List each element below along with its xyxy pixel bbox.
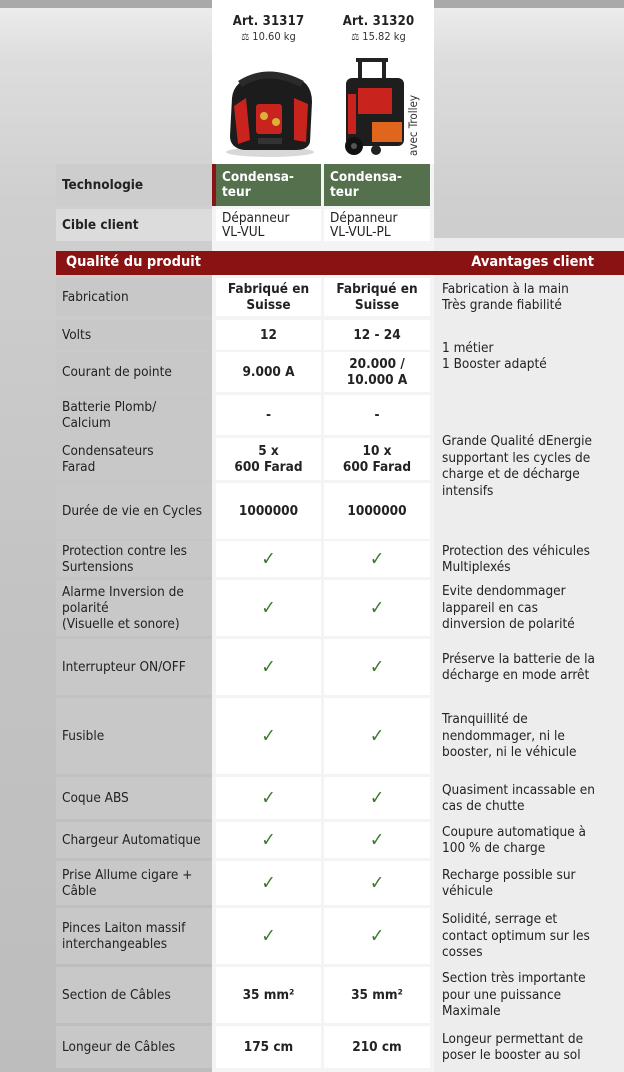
row-label: Courant de pointe — [62, 364, 172, 380]
checkmark-icon: ✓ — [261, 725, 276, 747]
value-b: Dépanneur VL-VUL-PL — [330, 210, 398, 240]
value-a: 175 cm — [243, 1039, 294, 1055]
checkmark-icon: ✓ — [261, 872, 276, 894]
quality-header: Qualité du produit — [66, 254, 201, 270]
row-label: Section de Câbles — [62, 987, 171, 1003]
value-a: 9.000 A — [242, 364, 295, 380]
checkmark-icon: ✓ — [369, 872, 385, 894]
value-a: Fabriqué en Suisse — [227, 281, 310, 313]
checkmark-icon: ✓ — [261, 787, 276, 809]
value-a: - — [265, 407, 272, 423]
value-b: Condensa- teur — [330, 169, 402, 200]
advantage-text: Préserve la batterie de la décharge en mode arrêt — [434, 639, 624, 695]
value-a: 1000000 — [238, 503, 299, 519]
checkmark-icon: ✓ — [261, 597, 276, 619]
advantage-text: Quasiment incassable en cas de chutte — [434, 777, 624, 819]
product-weight — [326, 30, 431, 43]
advantage-text: Grande Qualité dEnergie supportant les cycles de charge et de décharge intensifs — [434, 395, 624, 537]
row-label: Condensateurs Farad — [62, 443, 154, 475]
trolley-caption-text: avec Trolley — [406, 95, 420, 156]
value-a: Dépanneur VL-VUL — [222, 210, 290, 240]
row-label: Pinces Laiton massif interchangeables — [62, 920, 186, 952]
value-b: 35 mm² — [351, 987, 403, 1003]
product-weight — [216, 30, 321, 43]
trolley-caption — [406, 74, 426, 154]
advantage-text: Section très importante pour une puissance Maximale — [434, 967, 624, 1023]
row-label: Prise Allume cigare + Câble — [62, 867, 193, 899]
advantage-text: Tranquillité de nendommager, ni le booster, ni le véhicule — [434, 698, 624, 774]
advantage-text: Fabrication à la main Très grande fiabilité — [434, 278, 624, 316]
value-a: 12 — [260, 327, 277, 343]
checkmark-icon: ✓ — [369, 597, 385, 619]
checkmark-icon: ✓ — [369, 548, 385, 570]
value-b: 1000000 — [347, 503, 407, 519]
advantage-text: Protection des véhicules Multiplexés — [434, 541, 624, 577]
row-label: Cible client — [62, 217, 139, 233]
cible-client-row — [56, 209, 624, 241]
value-b: 10 x 600 Farad — [342, 443, 412, 475]
value-a: 35 mm² — [242, 987, 295, 1003]
booster-31317-image — [220, 58, 320, 158]
checkmark-icon: ✓ — [261, 829, 276, 851]
scale-icon: ⚖ — [351, 32, 360, 43]
checkmark-icon: ✓ — [369, 829, 385, 851]
value-b: Fabriqué en Suisse — [336, 281, 418, 313]
checkmark-icon: ✓ — [261, 925, 276, 947]
row-label: Alarme Inversion de polarité (Visuelle et sonore) — [62, 584, 184, 632]
checkmark-icon: ✓ — [261, 656, 276, 678]
value-a: 5 x 600 Farad — [234, 443, 303, 475]
row-label: Coque ABS — [62, 790, 129, 806]
value-b: 20.000 / 10.000 A — [346, 356, 408, 388]
advantage-text: Solidité, serrage et contact optimum sur les cosses — [434, 908, 624, 964]
value-a: Condensa- teur — [222, 169, 294, 200]
advantage-text: Evite dendommager lappareil en cas dinversion de polarité — [434, 580, 624, 636]
row-label: Batterie Plomb/ Calcium — [62, 399, 157, 431]
value-b: - — [374, 407, 380, 423]
product-header-31317 — [216, 14, 321, 43]
checkmark-icon: ✓ — [369, 656, 385, 678]
value-b: 210 cm — [352, 1039, 402, 1055]
weight-value: 15.82 kg — [362, 30, 406, 43]
product-header-31320 — [326, 14, 431, 43]
row-label: Interrupteur ON/OFF — [62, 659, 186, 675]
row-label: Technologie — [62, 177, 144, 193]
checkmark-icon: ✓ — [369, 725, 385, 747]
scale-icon: ⚖ — [241, 32, 250, 43]
advantages-header: Avantages client — [471, 254, 594, 270]
row-label: Protection contre les Surtensions — [62, 543, 188, 575]
row-label: Durée de vie en Cycles — [62, 503, 203, 519]
checkmark-icon: ✓ — [261, 548, 276, 570]
section-header — [56, 251, 624, 275]
value-b: 12 - 24 — [353, 327, 401, 343]
advantage-text: Recharge possible sur véhicule — [434, 861, 624, 905]
article-number: Art. 31320 — [342, 14, 415, 29]
row-label: Longeur de Câbles — [62, 1039, 176, 1055]
technologie-row — [56, 164, 624, 206]
advantage-text: Coupure automatique à 100 % de charge — [434, 822, 624, 858]
advantage-text: 1 métier 1 Booster adapté — [434, 320, 624, 392]
article-number: Art. 31317 — [232, 14, 305, 29]
row-label: Fusible — [62, 728, 105, 744]
checkmark-icon: ✓ — [369, 925, 385, 947]
row-label: Chargeur Automatique — [62, 832, 201, 848]
row-label: Fabrication — [62, 289, 129, 305]
weight-value: 10.60 kg — [252, 30, 296, 43]
row-label: Volts — [62, 327, 92, 343]
advantage-text: Longeur permettant de poser le booster au sol — [434, 1026, 624, 1068]
checkmark-icon: ✓ — [369, 787, 385, 809]
